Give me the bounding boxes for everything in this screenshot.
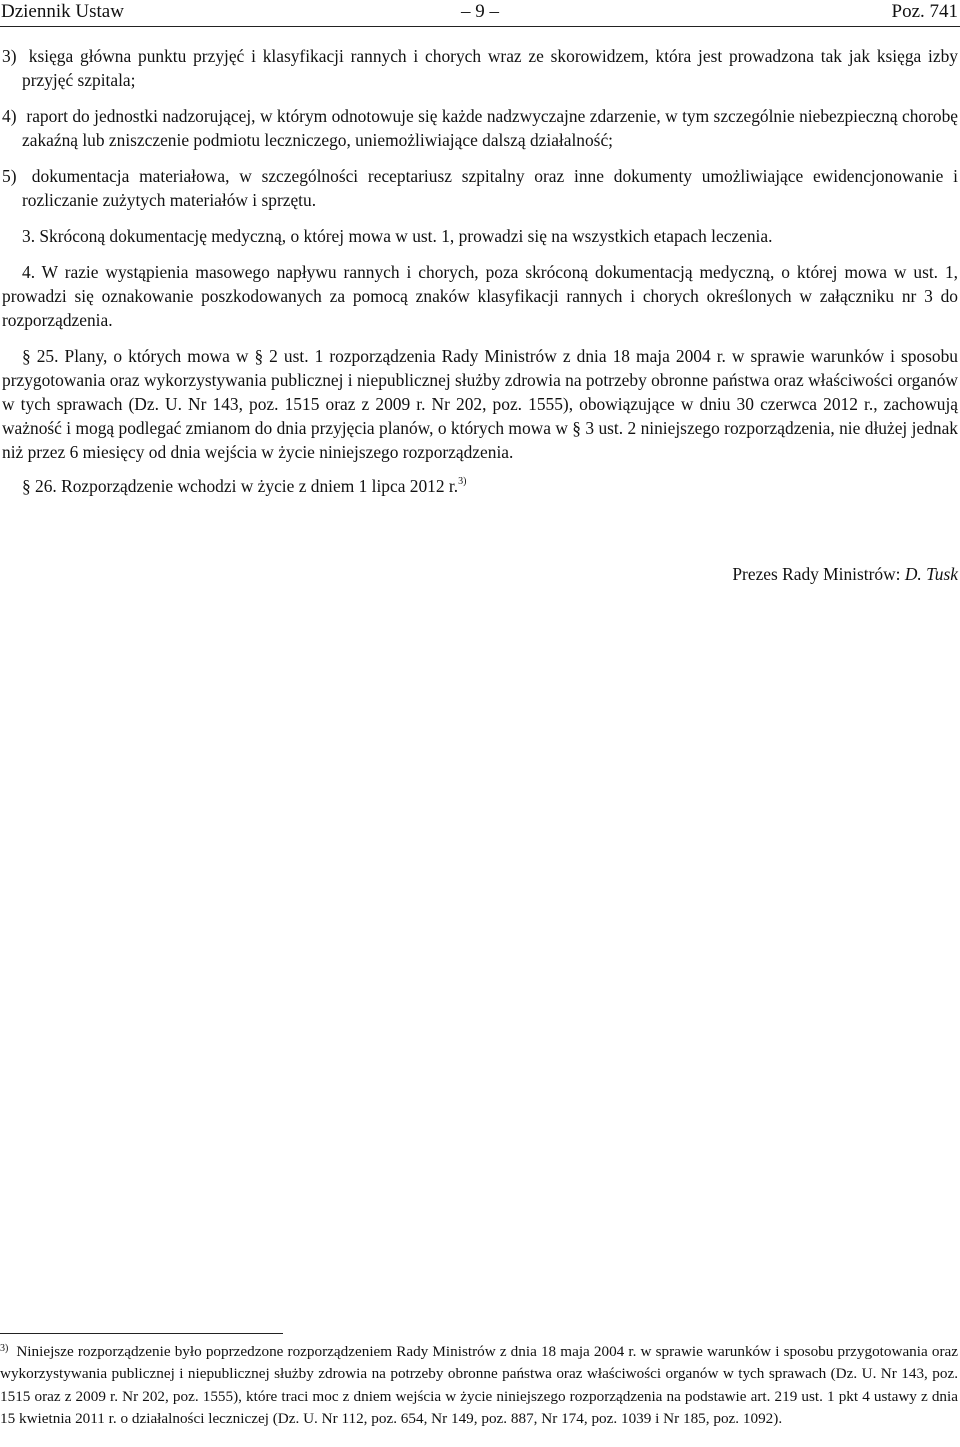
- page-header: [0, 0, 960, 27]
- footnote-divider: [0, 1333, 283, 1334]
- list-item: [2, 104, 958, 152]
- signature-name: D. Tusk: [904, 564, 958, 584]
- list-item-number: 5): [2, 166, 17, 186]
- section-26: [2, 474, 958, 498]
- list-item-text: księga główna punktu przyjęć i klasyfikacji rannych i chorych wraz ze skorowidzem, która jest prowadzona tak jak księga izby przyjęć szpitala;: [22, 46, 958, 90]
- footnote-text: Niniejsze rozporządzenie było poprzedzone rozporządzeniem Rady Ministrów z dnia 18 maja 2004 r. w sprawie warunków i sposobu przygotowania oraz wykorzystywania publicznej i niepublicznej służby zdrowia na potrzeby obronne państwa oraz właściwości organów w tych sprawach (Dz. U. Nr 143, poz. 1515 oraz z 2009 r. Nr 202, poz. 1555), które traci moc z dniem wejścia w życie niniejszego rozporządzenia na podstawie art. 219 ust. 1 pkt 4 ustawy z dnia 15 kwietnia 2011 r. o działalności leczniczej (Dz. U. Nr 112, poz. 654, Nr 149, poz. 887, Nr 174, poz. 1039 i Nr 185, poz. 1092).: [0, 1343, 958, 1428]
- page-number: – 9 –: [461, 1, 499, 22]
- signature-role: Prezes Rady Ministrów:: [732, 564, 901, 584]
- document-body: [2, 44, 958, 508]
- list-item-text: raport do jednostki nadzorującej, w którym odnotowuje się każde nadzwyczajne zdarzenie, w tym szczególnie niebezpieczną chorobę zakaźną lub zniszczenie podmiotu leczniczego, uniemożliwiające dalszą działalność;: [22, 106, 958, 150]
- signature: [732, 562, 958, 586]
- journal-title: Dziennik Ustaw: [1, 1, 124, 22]
- paragraph-3: 3. Skróconą dokumentację medyczną, o której mowa w ust. 1, prowadzi się na wszystkich etapach leczenia.: [22, 226, 773, 246]
- list-item-text: dokumentacja materiałowa, w szczególności receptariusz szpitalny oraz inne dokumenty umożliwiające ewidencjonowanie i rozliczanie zużytych materiałów i sprzętu.: [22, 166, 958, 210]
- footnote: [0, 1338, 958, 1431]
- footnote-reference[interactable]: 3): [458, 476, 467, 487]
- list-item: [2, 44, 958, 92]
- footnote-marker: 3): [0, 1343, 9, 1354]
- section-26-text: § 26. Rozporządzenie wchodzi w życie z dniem 1 lipca 2012 r.: [22, 476, 459, 496]
- paragraph-4: 4. W razie wystąpienia masowego napływu rannych i chorych, poza skróconą dokumentacją medyczną, o której mowa w ust. 1, prowadzi się oznakowanie poszkodowanych za pomocą znaków klasyfikacji rannych i chorych określonych w załączniku nr 3 do rozporządzenia.: [2, 262, 958, 330]
- section-25: § 25. Plany, o których mowa w § 2 ust. 1 rozporządzenia Rady Ministrów z dnia 18 maja 2004 r. w sprawie warunków i sposobu przygotowania oraz wykorzystywania publicznej i niepublicznej służby zdrowia na potrzeby obronne państwa oraz właściwości organów w tych sprawach (Dz. U. Nr 143, poz. 1515 oraz z 2009 r. Nr 202, poz. 1555), obowiązujące w dniu 30 czerwca 2012 r., zachowują ważność i mogą podlegać zmianom do dnia przyjęcia planów, o których mowa w § 3 ust. 2 niniejszego rozporządzenia, nie dłużej jednak niż przez 6 miesięcy od dnia wejścia w życie niniejszego rozporządzenia.: [2, 346, 958, 462]
- list-item: [2, 164, 958, 212]
- list-item-number: 3): [2, 46, 17, 66]
- list-item-number: 4): [2, 106, 17, 126]
- position-number: Poz. 741: [891, 1, 958, 22]
